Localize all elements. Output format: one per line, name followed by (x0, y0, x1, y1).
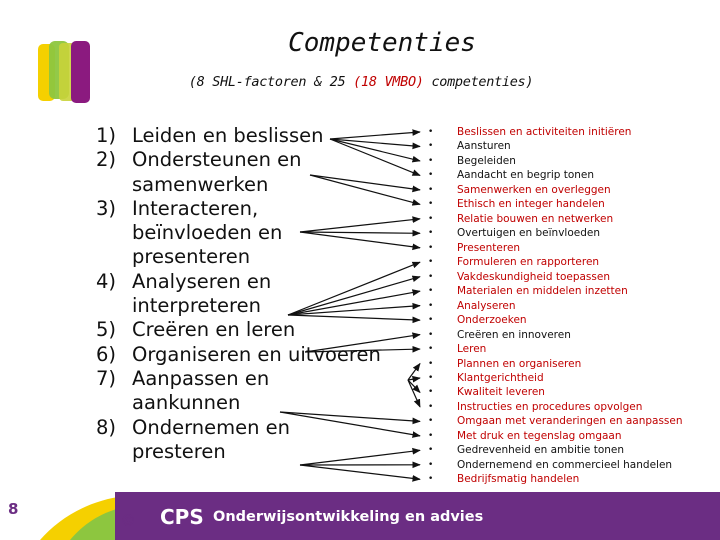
bullet-icon: • (428, 459, 434, 470)
competency-label: Onderzoeken (457, 314, 527, 327)
competency-label: Instructies en procedures opvolgen (457, 400, 643, 413)
bullet-icon: • (428, 430, 434, 441)
competency-item (428, 472, 683, 486)
factor-item-continuation (96, 173, 381, 197)
competency-item (428, 429, 683, 443)
bullet-icon: • (428, 401, 434, 412)
page-number: 8 (8, 500, 19, 518)
factor-list (96, 124, 381, 464)
factor-label: Leiden en beslissen (132, 124, 324, 147)
factor-label: Ondersteunen en (132, 148, 302, 172)
competency-label: Ondernemend en commercieel handelen (457, 458, 673, 471)
competency-item (428, 443, 683, 457)
factor-label: presteren (132, 439, 226, 463)
factor-label: Interacteren, (132, 196, 259, 220)
factor-item (96, 416, 381, 440)
factor-item (96, 318, 381, 342)
competency-item (428, 183, 683, 197)
competency-label: Met druk en tegenslag omgaan (457, 429, 622, 442)
competency-label: Aansturen (457, 140, 511, 153)
factor-item-continuation (96, 294, 381, 318)
competency-item (428, 299, 683, 313)
bullet-icon: • (428, 141, 434, 152)
bullet-icon: • (428, 387, 434, 398)
competency-label: Leren (457, 343, 487, 356)
factor-label: Aanpassen en (132, 366, 270, 390)
bullet-icon: • (428, 127, 434, 137)
factor-item (96, 148, 381, 172)
factor-label: aankunnen (132, 391, 241, 415)
competency-item (428, 357, 683, 371)
competency-item (428, 154, 683, 168)
competency-label: Klantgerichtheid (457, 371, 544, 384)
competency-item (428, 400, 683, 414)
bullet-icon: • (428, 315, 434, 326)
competency-item (428, 371, 683, 385)
factor-label: samenwerken (132, 172, 269, 196)
page-title: Competenties (288, 28, 476, 58)
competency-item (428, 125, 683, 139)
bullet-icon: • (428, 286, 434, 297)
connector-arrow (408, 380, 420, 392)
bullet-icon: • (428, 170, 434, 181)
bullet-icon: • (428, 329, 434, 340)
factor-item-continuation (96, 440, 381, 464)
bullet-icon: • (428, 199, 434, 210)
factor-item-continuation (96, 221, 381, 245)
factor-label: Ondernemen en (132, 415, 291, 439)
bullet-icon: • (428, 257, 434, 268)
competency-label: Ethisch en integer handelen (457, 198, 605, 211)
competency-item (428, 385, 683, 399)
competency-label: Gedrevenheid en ambitie tonen (457, 444, 625, 457)
competency-item (428, 212, 683, 226)
copyright-mark: © (120, 511, 136, 530)
competency-label: Overtuigen en beïnvloeden (457, 227, 601, 240)
competency-label: Formuleren en rapporteren (457, 256, 600, 269)
competency-item (428, 226, 683, 240)
factor-item-continuation (96, 391, 381, 415)
competency-label: Presenteren (457, 241, 521, 254)
factor-number: 4) (96, 269, 117, 293)
competency-item (428, 168, 683, 182)
factor-label: interpreteren (132, 294, 261, 318)
bullet-icon: • (428, 416, 434, 427)
competency-item (428, 284, 683, 298)
factor-item (96, 367, 381, 391)
competency-item (428, 313, 683, 327)
bullet-icon: • (428, 213, 434, 224)
competency-label: Bedrijfsmatig handelen (457, 473, 580, 486)
factor-item (96, 124, 381, 148)
competency-label: Vakdeskundigheid toepassen (457, 270, 610, 283)
competency-label: Relatie bouwen en netwerken (457, 212, 614, 225)
factor-number: 6) (96, 342, 117, 366)
bullet-icon: • (428, 445, 434, 456)
connector-arrow (300, 465, 420, 479)
bullet-icon: • (428, 358, 434, 369)
competency-item (428, 241, 683, 255)
competency-label: Plannen en organiseren (457, 357, 582, 370)
competency-item (428, 255, 683, 269)
competency-label: Creëren en innoveren (457, 328, 571, 341)
bullet-icon: • (428, 300, 434, 311)
competency-label: Begeleiden (457, 154, 516, 167)
competency-item (428, 342, 683, 356)
factor-number: 3) (96, 196, 117, 220)
bullet-icon: • (428, 184, 434, 195)
subtitle-prefix: (8 SHL-factoren & 25 (188, 74, 354, 90)
competency-item (428, 270, 683, 284)
factor-item-continuation (96, 245, 381, 269)
subtitle-highlight: (18 VMBO) (353, 74, 424, 90)
factor-number: 7) (96, 366, 117, 390)
connector-arrow (408, 364, 420, 380)
footer-tagline: Onderwijsontwikkeling en advies (213, 509, 484, 525)
competency-item (428, 139, 683, 153)
factor-label: beïnvloeden en (132, 221, 283, 245)
factor-label: Creëren en leren (132, 318, 296, 342)
competency-label: Materialen en middelen inzetten (457, 285, 628, 298)
competency-label: Kwaliteit leveren (457, 386, 545, 399)
footer (0, 492, 720, 540)
bullet-icon: • (428, 372, 434, 383)
factor-item (96, 270, 381, 294)
bullet-icon: • (428, 242, 434, 253)
competency-label: Aandacht en begrip tonen (457, 169, 595, 182)
bullet-icon: • (428, 155, 434, 166)
factor-item (96, 197, 381, 221)
factor-label: Analyseren en (132, 269, 272, 293)
competency-label: Omgaan met veranderingen en aanpassen (457, 415, 683, 428)
competency-label: Beslissen en activiteiten initiëren (457, 126, 632, 138)
factor-label: Organiseren en uitvoeren (132, 342, 381, 366)
bullet-icon: • (428, 474, 434, 485)
factor-number: 8) (96, 415, 117, 439)
factor-number: 2) (96, 148, 117, 172)
factor-number: 5) (96, 318, 117, 342)
competency-item (428, 458, 683, 472)
competency-label: Analyseren (457, 299, 516, 312)
competency-list (428, 125, 683, 487)
footer-brand: CPS (160, 505, 204, 529)
competency-label: Samenwerken en overleggen (457, 183, 611, 196)
competency-item (428, 328, 683, 342)
competency-item (428, 414, 683, 428)
connector-arrow (408, 380, 420, 407)
bullet-icon: • (428, 271, 434, 282)
bullet-icon: • (428, 344, 434, 355)
factor-label: presenteren (132, 245, 251, 269)
competency-item (428, 197, 683, 211)
subtitle-suffix: competenties) (423, 74, 534, 90)
bullet-icon: • (428, 228, 434, 239)
factor-item (96, 343, 381, 367)
factor-number: 1) (96, 124, 117, 147)
